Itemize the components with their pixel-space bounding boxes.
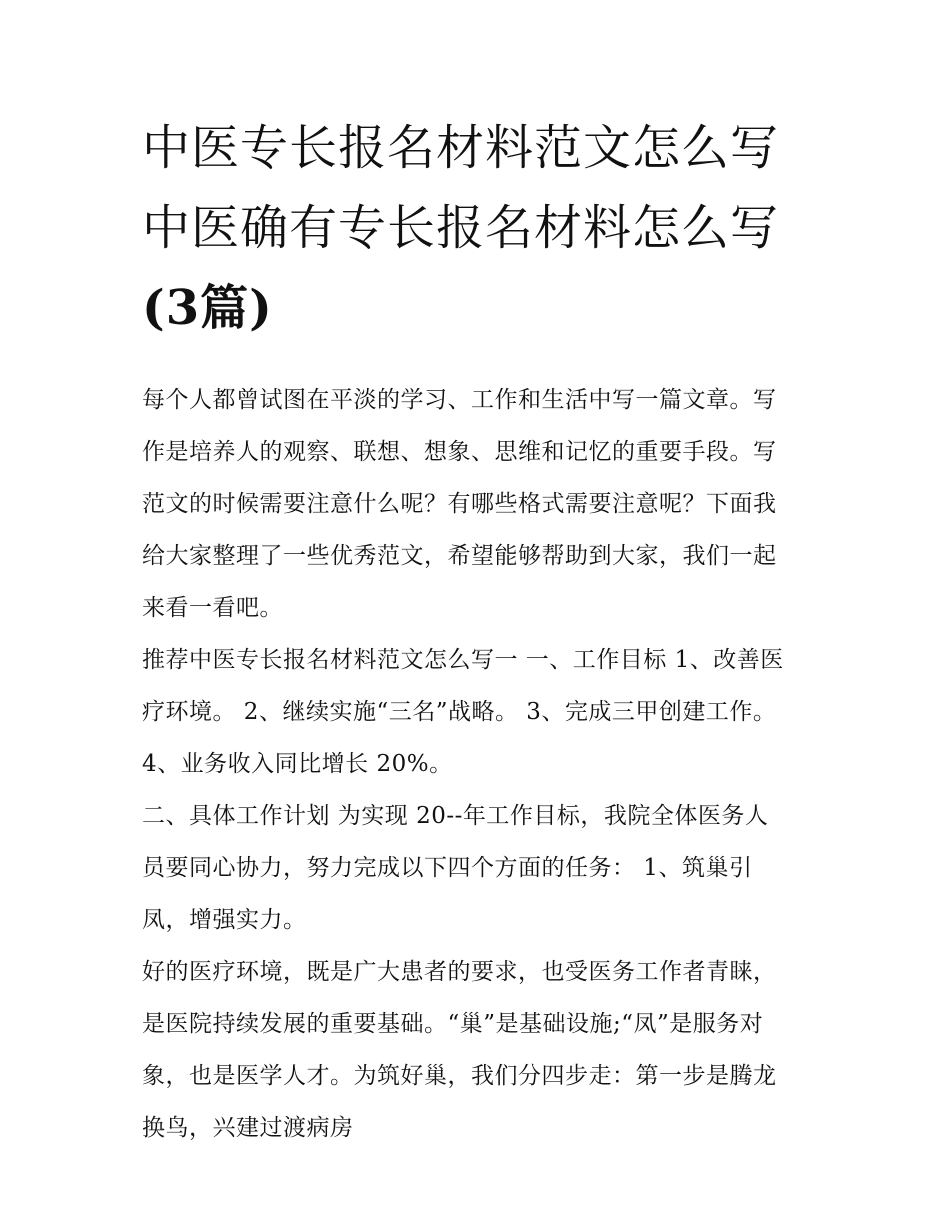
text-line: 是医院持续发展的重要基础。“巢”是基础设施;“凤”是服务对 <box>142 1011 764 1037</box>
title-line: 中医专长报名材料范文怎么写 <box>142 120 780 176</box>
text-line: 凤，增强实力。 <box>142 907 307 933</box>
paragraph-plan <box>142 790 814 946</box>
text-line: 给大家整理了一些优秀范文，希望能够帮助到大家，我们一起 <box>142 543 777 569</box>
document-body <box>142 374 814 1154</box>
document-page <box>142 108 814 1154</box>
text-line: 范文的时候需要注意什么呢？有哪些格式需要注意呢？下面我 <box>142 491 777 517</box>
text-line: 员要同心协力，努力完成以下四个方面的任务： 1、筑巢引 <box>142 855 753 881</box>
title-line: 中医确有专长报名材料怎么写 <box>142 200 780 256</box>
text-line: 换鸟，兴建过渡病房 <box>142 1115 354 1141</box>
paragraph-goals <box>142 634 814 790</box>
text-line: 4、业务收入同比增长 20%。 <box>142 751 453 777</box>
text-line: 来看一看吧。 <box>142 595 283 621</box>
text-line: 推荐中医专长报名材料范文怎么写一 一、工作目标 1、改善医 <box>142 647 784 673</box>
text-line: 二、具体工作计划 为实现 20--年工作目标，我院全体医务人 <box>142 803 769 829</box>
text-line: 好的医疗环境，既是广大患者的要求，也受医务工作者青睐， <box>142 959 777 985</box>
text-line: 每个人都曾试图在平淡的学习、工作和生活中写一篇文章。写 <box>142 387 777 413</box>
text-line: 作是培养人的观察、联想、想象、思维和记忆的重要手段。写 <box>142 439 777 465</box>
text-line: 疗环境。 2、继续实施“三名”战略。 3、完成三甲创建工作。 <box>142 699 777 725</box>
title-line: (3篇) <box>142 280 273 336</box>
document-title <box>142 108 814 348</box>
text-line: 象，也是医学人才。为筑好巢，我们分四步走：第一步是腾龙 <box>142 1063 777 1089</box>
paragraph-environment <box>142 946 814 1154</box>
paragraph-intro <box>142 374 814 634</box>
